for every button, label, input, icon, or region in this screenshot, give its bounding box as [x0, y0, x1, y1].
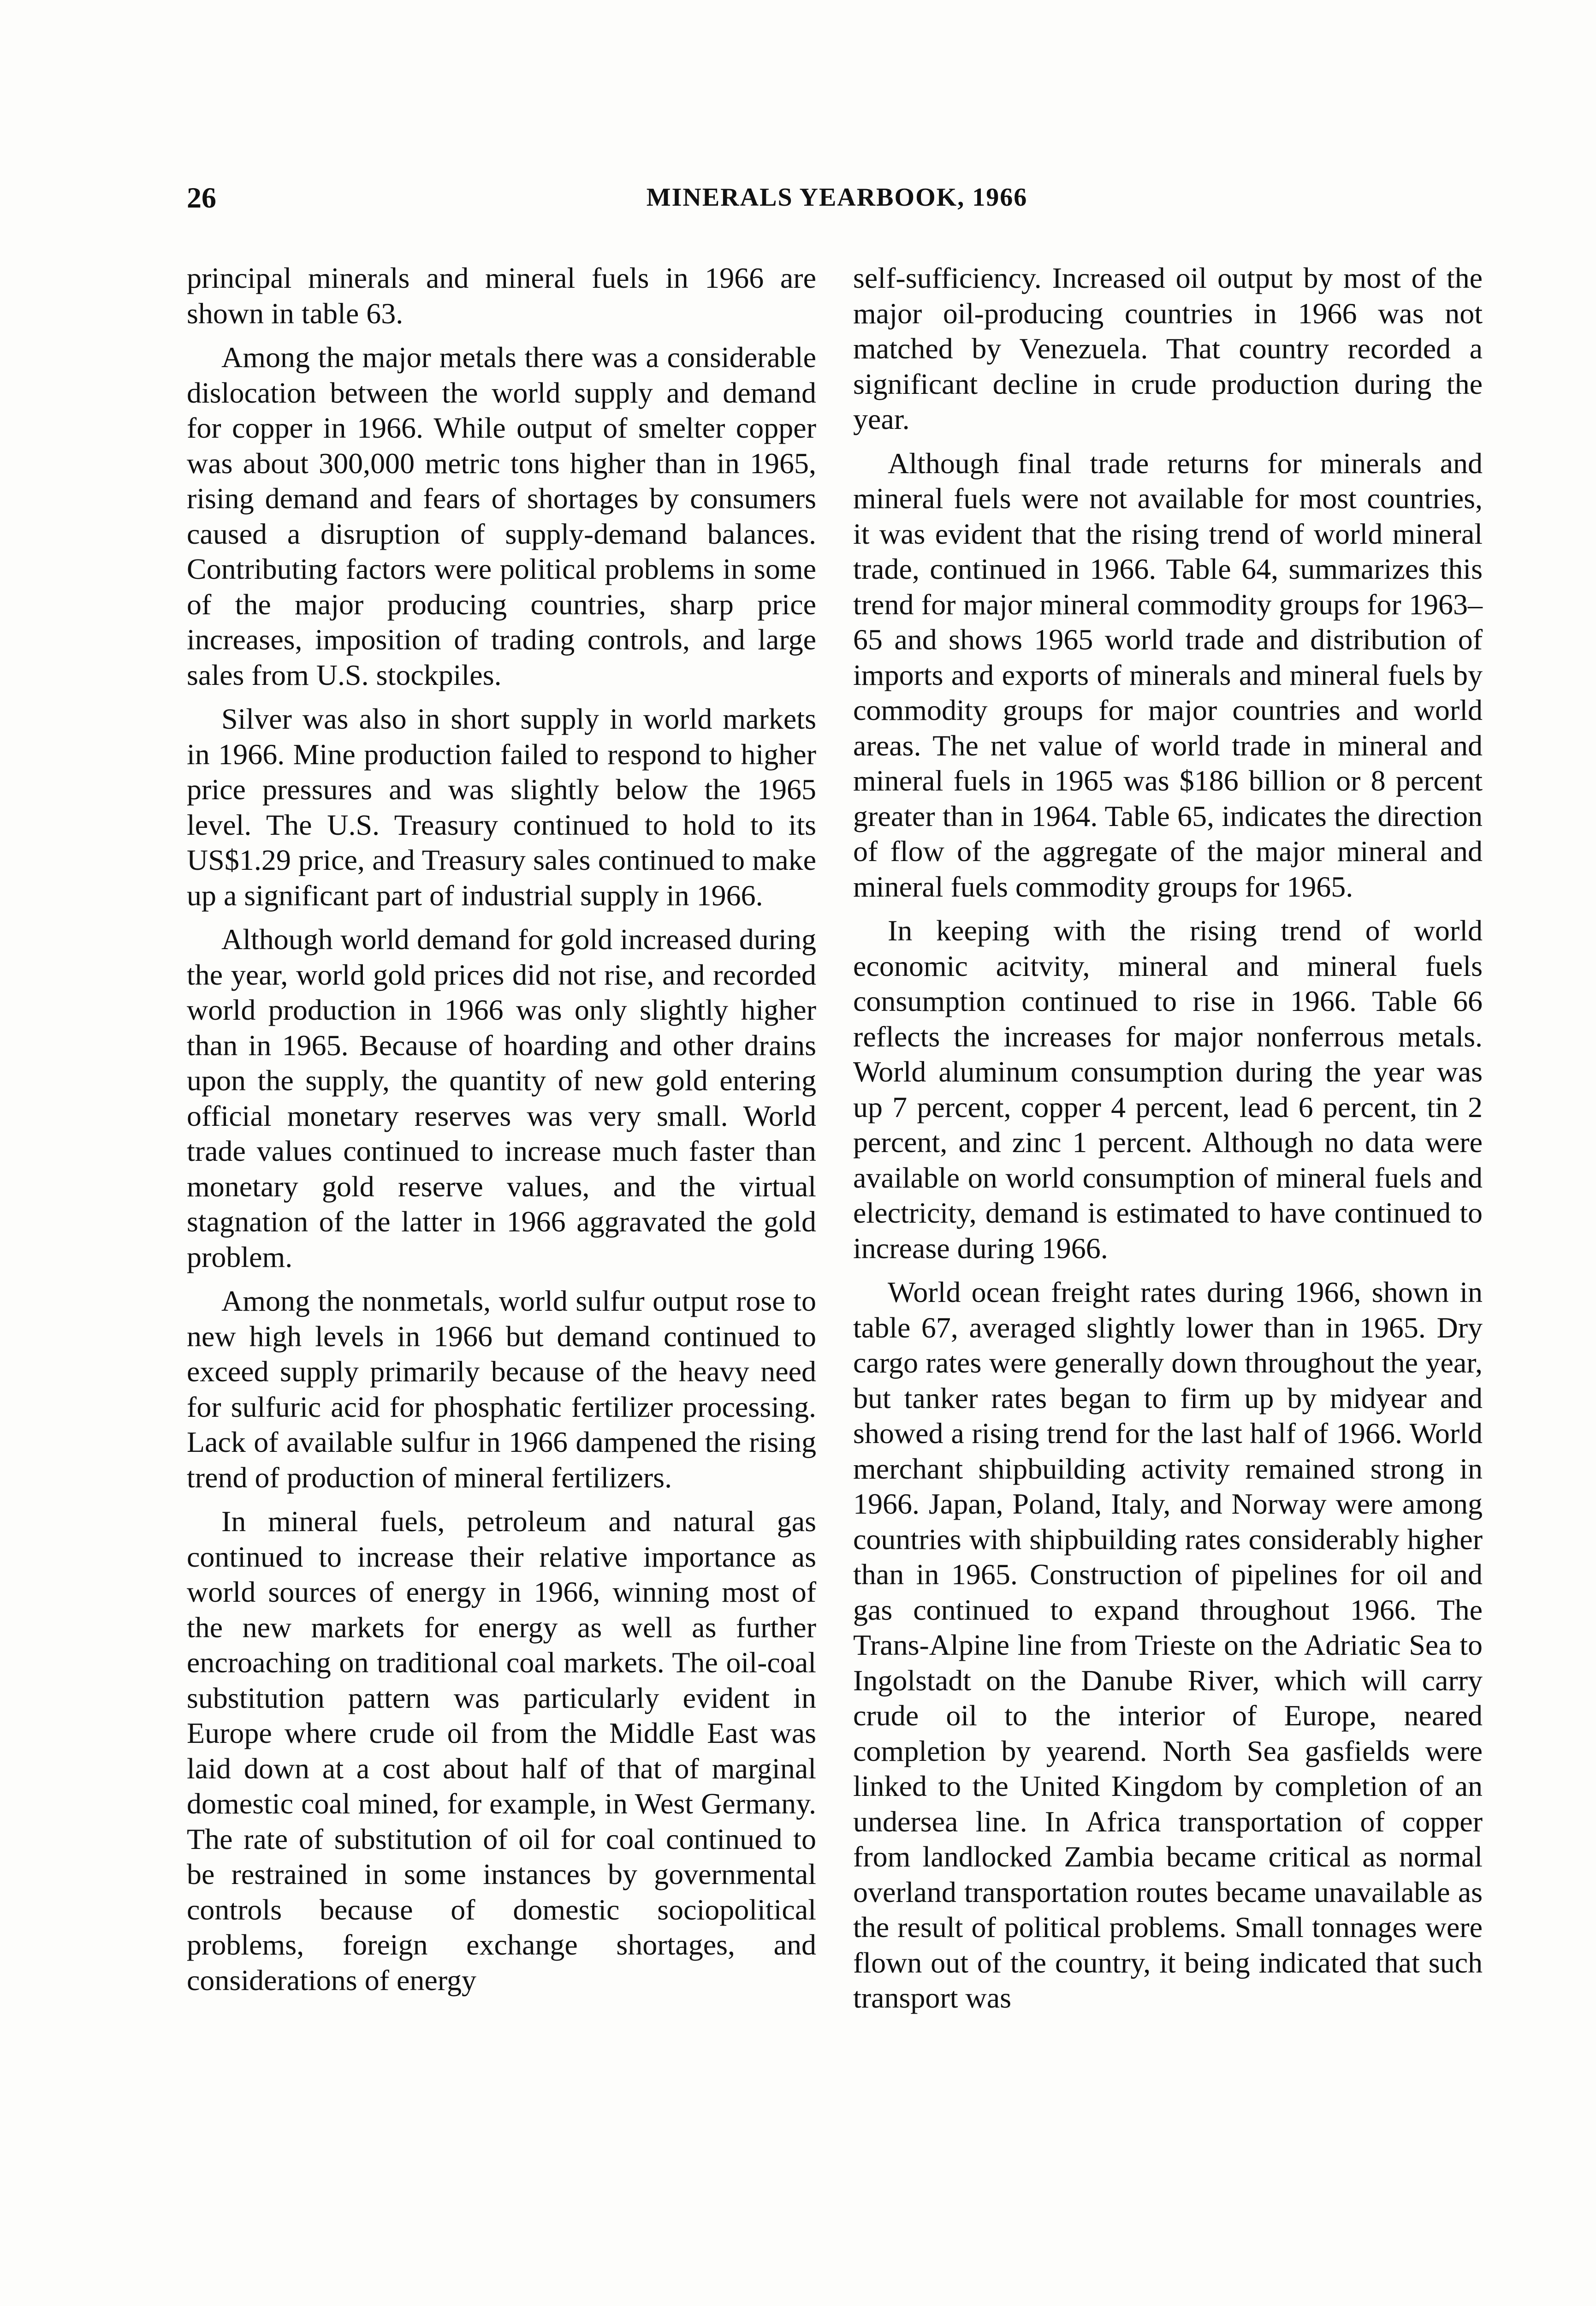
paragraph-self-sufficiency: self-sufficiency. Increased oil output by most of the major oil-producing countries in 1966 was not matched by Venezuela. That country recorded a significant decline in crude production during the year.	[853, 262, 1483, 435]
paragraph-table-63-reference: principal minerals and mineral fuels in 1966 are shown in table 63.	[187, 262, 816, 330]
paragraph-trade: Although final trade returns for minerals and mineral fuels were not available for most countries, it was evident that the rising trend of world mineral trade, continued in 1966. Table 64, summarizes this trend for major mineral commodity groups for 1963–65 and shows 1965 world trade and distribution of imports and exports of minerals and mineral fuels by commodity groups for major countries and world areas. The net value of world trade in mineral and mineral fuels in 1965 was $186 billion or 8 percent greater than in 1964. Table 65, indicates the direction of flow of the aggregate of the major mineral and mineral fuels commodity groups for 1965.	[853, 446, 1483, 903]
paragraph-copper: Among the major metals there was a considerable dislocation between the world supply and demand for copper in 1966. While output of smelter copper was about 300,000 metric tons higher than in 1965, rising demand and fears of shortages by consumers caused a disruption of supply-demand balances. Contributing factors were political problems in some of the major producing countries, sharp price increases, imposition of trading controls, and large sales from U.S. stockpiles.	[187, 341, 816, 691]
right-column	[853, 261, 1483, 2025]
left-column	[187, 261, 816, 2007]
paragraph-gold: Although world demand for gold increased during the year, world gold prices did not rise, and recorded world production in 1966 was only slightly higher than in 1965. Because of hoarding and other drains upon the supply, the quantity of new gold entering official monetary reserves was very small. World trade values continued to increase much faster than monetary gold reserve values, and the virtual stagnation of the latter in 1966 aggravated the gold problem.	[187, 923, 816, 1273]
paragraph-silver: Silver was also in short supply in world markets in 1966. Mine production failed to respond to higher price pressures and was slightly below the 1965 level. The U.S. Treasury continued to hold to its US$1.29 price, and Treasury sales continued to make up a significant part of industrial supply in 1966.	[187, 702, 816, 912]
paragraph-sulfur: Among the nonmetals, world sulfur output rose to new high levels in 1966 but demand continued to exceed supply primarily because of the heavy need for sulfuric acid for phosphatic fertilizer processing. Lack of available sulfur in 1966 dampened the rising trend of production of mineral fertilizers.	[187, 1284, 816, 1494]
paragraph-mineral-fuels: In mineral fuels, petroleum and natural gas continued to increase their relative importance as world sources of energy in 1966, winning most of the new markets for energy as well as further encroaching on traditional coal markets. The oil-coal substitution pattern was particularly evident in Europe where crude oil from the Middle East was laid down at a cost about half of that of marginal domestic coal mined, for example, in West Germany. The rate of substitution of oil for coal continued to be restrained in some instances by governmental controls because of domestic sociopolitical problems, foreign exchange shortages, and considerations of energy	[187, 1505, 816, 1997]
page-number: 26	[187, 181, 216, 214]
paragraph-freight: World ocean freight rates during 1966, shown in table 67, averaged slightly lower than in 1965. Dry cargo rates were generally down throughout the year, but tanker rates began to firm up by midyear and showed a rising trend for the last half of 1966. World merchant shipbuilding activity remained strong in 1966. Japan, Poland, Italy, and Norway were among countries with shipbuilding rates considerably higher than in 1965. Construction of pipelines for oil and gas continued to expand throughout 1966. The Trans-Alpine line from Trieste on the Adriatic Sea to Ingolstadt on the Danube River, which will carry crude oil to the interior of Europe, neared completion by yearend. North Sea gasfields were linked to the United Kingdom by completion of an undersea line. In Africa transportation of copper from landlocked Zambia became critical as normal overland transportation routes became unavailable as the result of political problems. Small tonnages were flown out of the country, it being indicated that such transport was	[853, 1276, 1483, 2014]
running-header	[187, 181, 1487, 218]
paragraph-consumption: In keeping with the rising trend of world economic acitvity, mineral and mineral fuels consumption continued to rise in 1966. Table 66 reflects the increases for major nonferrous metals. World aluminum consumption during the year was up 7 percent, copper 4 percent, lead 6 percent, tin 2 percent, and zinc 1 percent. Although no data were available on world consumption of mineral fuels and electricity, demand is estimated to have continued to increase during 1966.	[853, 914, 1483, 1265]
running-title: MINERALS YEARBOOK, 1966	[646, 183, 1028, 212]
